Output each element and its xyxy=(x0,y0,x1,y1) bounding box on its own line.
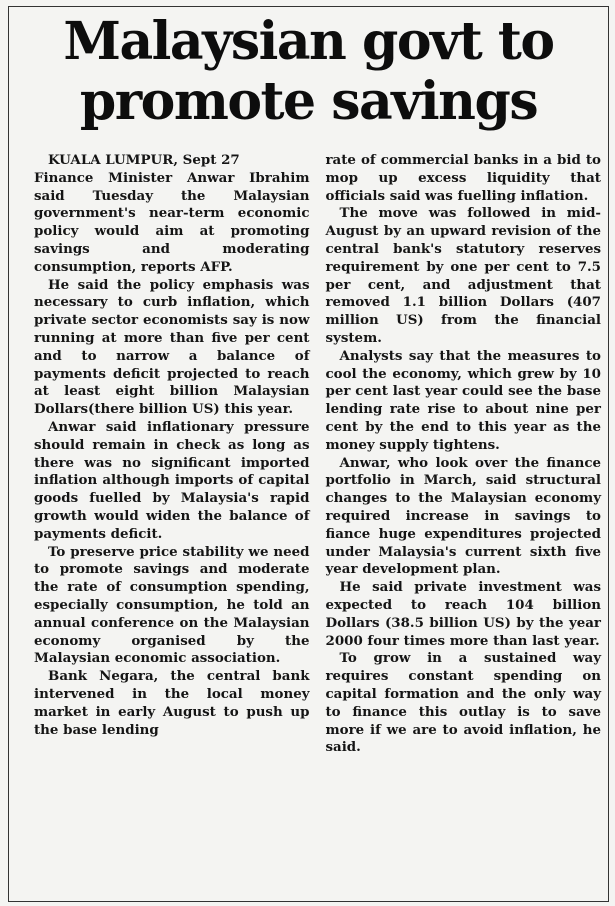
paragraph: To preserve price stability we need to promote savings and moderate the rate of consumption spending, especially consumption, he told an annual conference on the Malaysian economy organised by the Malaysian economic association. xyxy=(34,543,310,667)
column-left xyxy=(34,152,310,898)
paragraph: The move was followed in mid-August by an upward revision of the central bank's statutory reserves requirement by one per cent to 7.5 per cent, and adjustment that removed 1.1 billion Dollars (407 million US) from the financial system. xyxy=(325,205,601,346)
paragraph: He said private investment was expected to reach 104 billion Dollars (38.5 billion US) by the year 2000 four times more than last year. xyxy=(325,579,601,649)
paragraph: rate of commercial banks in a bid to mop up excess liquidity that officials said was fuelling inflation. xyxy=(325,152,601,204)
paragraph: To grow in a sustained way requires constant spending on capital formation and the only way to finance this outlay is to save more if we are to avoid inflation, he said. xyxy=(325,650,601,756)
paragraph: Bank Negara, the central bank intervened in the local money market in early August to push up the base lending xyxy=(34,668,310,738)
paragraph: Finance Minister Anwar Ibrahim said Tuesday the Malaysian government's near-term economic policy would aim at promoting savings and moderating consumption, reports AFP. xyxy=(34,169,310,275)
headline-line-1: Malaysian govt to xyxy=(63,11,554,72)
dateline: KUALA LUMPUR, Sept 27 xyxy=(48,152,240,168)
paragraph: He said the policy emphasis was necessary to curb inflation, which private sector economists say is now running at more than five per cent and to narrow a balance of payments deficit projected to reach at least eight billion Malaysian Dollars(there billion US) this year. xyxy=(34,276,310,418)
headline xyxy=(8,12,609,132)
paragraph: Anwar said inflationary pressure should remain in check as long as there was no significant imported inflation although imports of capital goods fuelled by Malaysia's rapid growth would widen the balance of payments deficit. xyxy=(34,418,310,542)
paragraph: Anwar, who look over the finance portfolio in March, said structural changes to the Malaysian economy required increase in savings to fiance huge expenditures projected under Malaysia's current sixth five year development plan. xyxy=(325,454,601,578)
paragraph-dateline xyxy=(34,152,310,170)
article-body xyxy=(34,152,601,898)
column-right xyxy=(326,152,602,898)
paragraph: Analysts say that the measures to cool the economy, which grew by 10 per cent last year could see the base lending rate rise to about nine per cent by the end to this year as the money supply tightens. xyxy=(325,347,601,453)
headline-line-2: promote savings xyxy=(79,71,538,132)
